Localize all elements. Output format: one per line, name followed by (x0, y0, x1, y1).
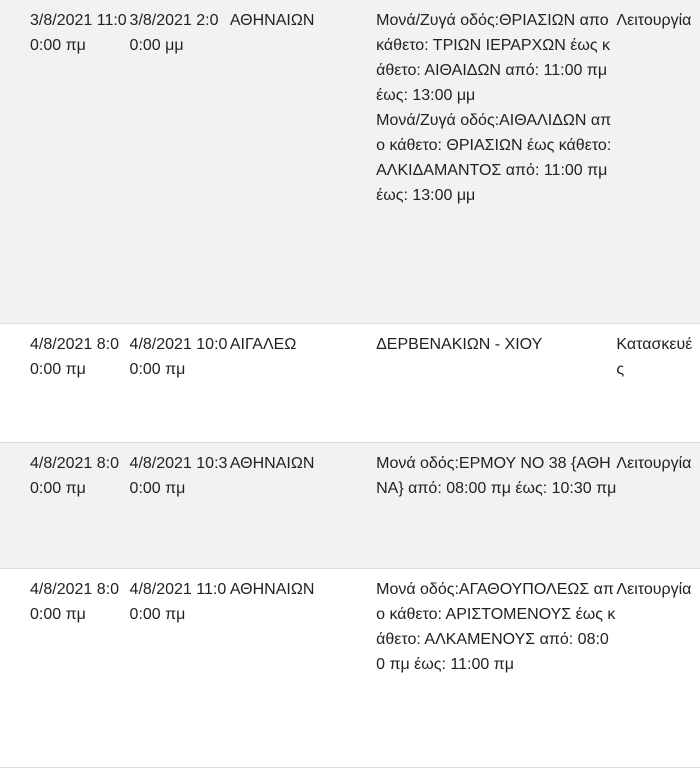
end-datetime-cell: 4/8/2021 10:30:00 πμ (130, 443, 230, 569)
type-cell: Λειτουργία (616, 443, 700, 569)
end-datetime-cell: 4/8/2021 10:00:00 πμ (129, 336, 228, 378)
type-cell: Κατασκευές (616, 336, 693, 378)
area-cell: ΑΘΗΝΑΙΩΝ (230, 443, 376, 569)
area-cell: ΑΘΗΝΑΙΩΝ (229, 581, 315, 598)
description-cell: Μονά/Ζυγά οδός:ΘΡΙΑΣΙΩΝ απο κάθετο: ΤΡΙΩΝ ΙΕΡΑΡΧΩΝ έως κάθετο: ΑΙΘΑΙΔΩΝ από: 11:00 πμ έως: 13:00 μμ Μονά/Ζυγά οδός:ΑΙΘΑΛΙΔΩΝ απο κάθετο: ΘΡΙΑΣΙΩΝ έως κάθετο: ΑΛΚΙΔΑΜΑΝΤΟΣ από: 11:00 πμ έως: 13:00 μμ (376, 0, 616, 324)
start-datetime-cell: 4/8/2021 8:00:00 πμ (30, 581, 119, 623)
start-datetime-cell: 3/8/2021 11:00:00 πμ (0, 0, 130, 324)
start-datetime-cell: 4/8/2021 8:00:00 πμ (0, 443, 130, 569)
table-row (0, 324, 700, 443)
table-row (0, 443, 700, 569)
area-cell: ΑΙΓΑΛΕΩ (229, 336, 297, 353)
description-cell: Μονά οδός:ΕΡΜΟΥ ΝΟ 38 {ΑΘΗΝΑ} από: 08:00 πμ έως: 10:30 πμ (376, 443, 616, 569)
table-row (0, 569, 700, 768)
type-cell: Λειτουργία (616, 0, 700, 324)
description-cell: Μονά οδός:ΑΓΑΘΟΥΠΟΛΕΩΣ απο κάθετο: ΑΡΙΣΤΟΜΕΝΟΥΣ έως κάθετο: ΑΛΚΑΜΕΝΟΥΣ από: 08:00 πμ έως: 11:00 πμ (376, 581, 616, 673)
start-datetime-cell: 4/8/2021 8:00:00 πμ (30, 336, 119, 378)
description-cell: ΔΕΡΒΕΝΑΚΙΩΝ - ΧΙΟΥ (376, 336, 543, 353)
area-cell: ΑΘΗΝΑΙΩΝ (230, 0, 376, 324)
type-cell: Λειτουργία (616, 581, 692, 598)
end-datetime-cell: 3/8/2021 2:00:00 μμ (130, 0, 230, 324)
table-row (0, 0, 700, 324)
end-datetime-cell: 4/8/2021 11:00:00 πμ (129, 581, 227, 623)
